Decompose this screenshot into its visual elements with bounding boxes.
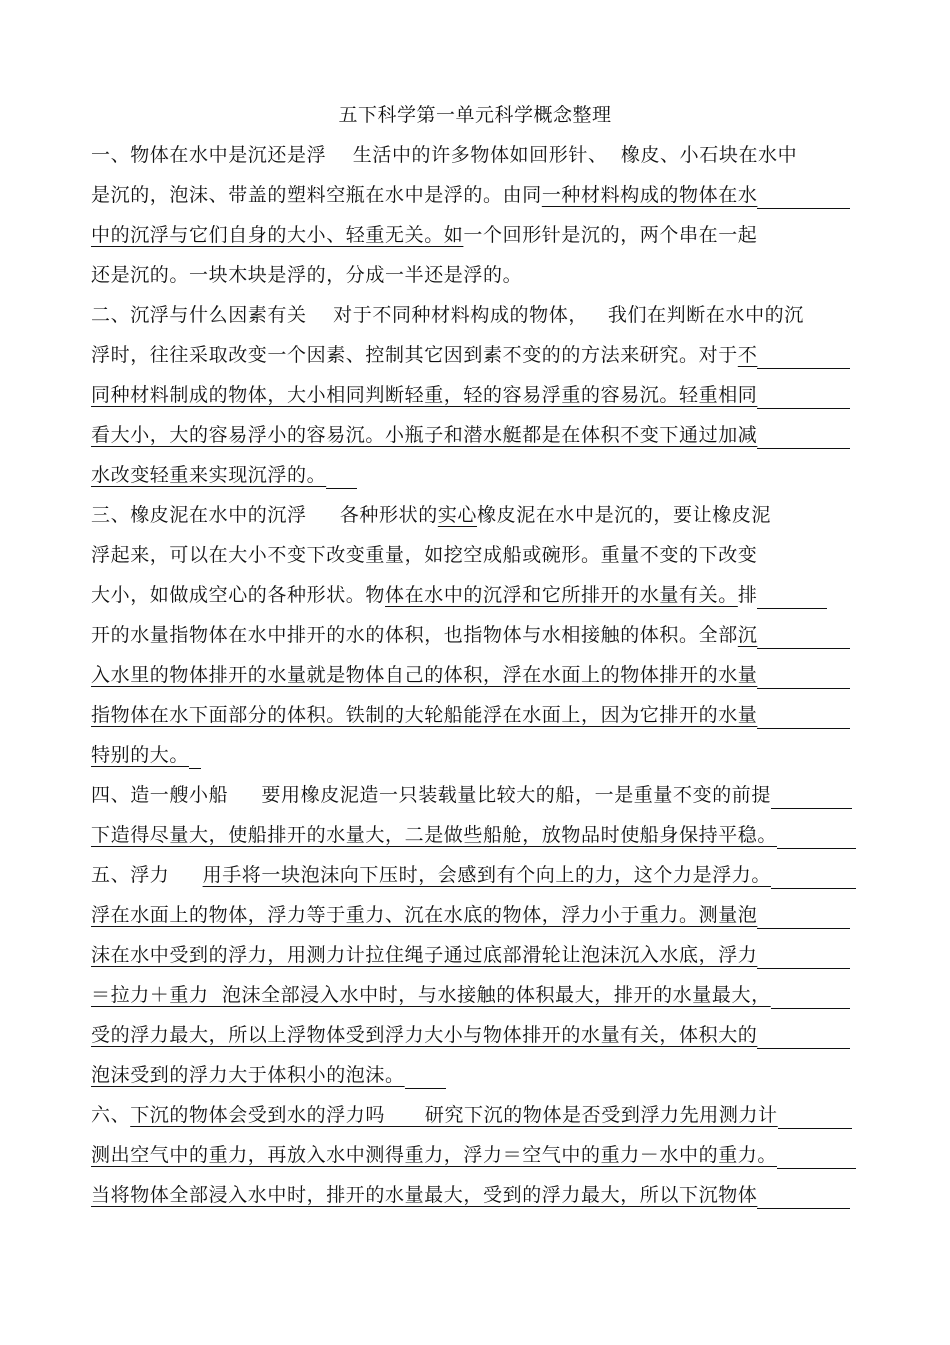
underlined-text: 浮在水面上的物体，浮力等于重力、沉在水底的物体，浮力小于重力。测量泡: [91, 904, 758, 926]
text-line: [91, 1060, 405, 1090]
text-line: [91, 1140, 777, 1170]
text-segment: 浮起来，可以在大小不变下改变重量，如挖空成船或碗形。重量不变的下改变: [91, 544, 758, 566]
underline-tail: [757, 368, 850, 369]
underlined-text: 指物体在水下面部分的体积。铁制的大轮船能浮在水面上，因为它排开的水量: [91, 704, 758, 726]
text-line: [91, 460, 326, 490]
text-line: [91, 700, 757, 730]
underline-tail: [777, 848, 856, 849]
text-line: [91, 900, 757, 930]
underlined-text: 实心: [437, 504, 478, 526]
page-title: 五下科学第一单元科学概念整理: [338, 104, 612, 126]
text-segment: 三、橡皮泥在水中的沉浮 各种形状的: [91, 504, 438, 526]
text-segment: 橡皮泥在水中是沉的，要让橡皮泥: [477, 504, 772, 526]
underline-tail: [771, 1008, 850, 1009]
underline-tail: [757, 408, 850, 409]
text-segment: 是沉的，泡沫、带盖的塑料空瓶在水中是浮的。由同: [91, 184, 542, 206]
text-segment: 六、: [91, 1104, 131, 1126]
underlined-text: 下沉的物体会受到水的浮力吗 研究下沉的物体是否受到浮力先用测力计: [130, 1104, 778, 1126]
text-line: [91, 260, 522, 290]
underlined-text: 沉: [737, 624, 758, 646]
underlined-text: 中的沉浮与它们自身的大小、轻重无关。如: [91, 224, 464, 246]
text-line: [91, 300, 804, 330]
text-line: [91, 820, 777, 850]
underlined-text: 同种材料制成的物体，大小相同判断轻重，轻的容易浮重的容易沉。轻重相同: [91, 384, 758, 406]
underlined-text: 不: [737, 344, 758, 366]
text-line: [91, 580, 757, 610]
underlined-text: 测出空气中的重力，再放入水中测得重力，浮力＝空气中的重力－水中的重力。: [91, 1144, 778, 1166]
underlined-text: 受的浮力最大，所以上浮物体受到浮力大小与物体排开的水量有关，体积大的: [91, 1024, 758, 1046]
underlined-text: 特别的大。: [91, 744, 190, 766]
text-line: [91, 740, 189, 770]
text-segment: 排: [737, 584, 758, 606]
underline-tail: [757, 648, 850, 649]
text-line: [91, 780, 771, 810]
underlined-text: ＝拉力＋重力 泡沫全部浸入水中时，与水接触的体积最大，排开的水量最大，: [91, 984, 771, 1006]
underline-tail: [757, 728, 850, 729]
text-segment: 一个回形针是沉的，两个串在一起: [463, 224, 758, 246]
underlined-text: 泡沫受到的浮力大于体积小的泡沫。: [91, 1064, 405, 1086]
text-line: [91, 860, 771, 890]
text-line: [91, 340, 757, 370]
text-line: [91, 180, 757, 210]
underlined-text: 水改变轻重来实现沉浮的。: [91, 464, 327, 486]
text-segment: 还是沉的。一块木块是浮的，分成一半还是浮的。: [91, 264, 523, 286]
underlined-text: 沫在水中受到的浮力，用测力计拉住绳子通过底部滑轮让泡沫沉入水底，浮力: [91, 944, 758, 966]
text-segment: 开的水量指物体在水中排开的水的体积，也指物体与水相接触的体积。全部: [91, 624, 738, 646]
text-line: [91, 380, 757, 410]
underline-tail: [757, 688, 850, 689]
underline-tail: [757, 608, 827, 609]
underline-tail: [189, 768, 201, 769]
text-line: [91, 1020, 757, 1050]
underlined-text: 下造得尽量大，使船排开的水量大，二是做些船舱，放物品时使船身保持平稳。: [91, 824, 778, 846]
text-segment: 四、造一艘小船 要用橡皮泥造一只装载量比较大的船，一是重量不变的前提: [91, 784, 771, 806]
underline-tail: [326, 488, 357, 489]
underline-tail: [757, 448, 850, 449]
underline-tail: [771, 808, 852, 809]
underlined-text: 入水里的物体排开的水量就是物体自己的体积，浮在水面上的物体排开的水量: [91, 664, 758, 686]
underline-tail: [757, 1208, 850, 1209]
text-line: [91, 220, 757, 250]
text-line: [91, 540, 757, 570]
underlined-text: 看大小，大的容易浮小的容易沉。小瓶子和潜水艇都是在体积不变下通过加减: [91, 424, 758, 446]
underline-tail: [771, 888, 856, 889]
text-segment: 五、浮力: [91, 864, 203, 886]
text-line: [91, 1100, 778, 1130]
underline-tail: [757, 968, 850, 969]
underlined-text: 一种材料构成的物体在水: [541, 184, 758, 206]
text-line: [91, 140, 797, 170]
text-line: [91, 500, 771, 530]
underline-tail: [778, 1128, 852, 1129]
text-line: [91, 420, 757, 450]
text-segment: 浮时，往往采取改变一个因素、控制其它因到素不变的的方法来研究。对于: [91, 344, 738, 366]
underlined-text: 体在水中的沉浮和它所排开的水量有关。: [385, 584, 738, 606]
text-line: [91, 660, 757, 690]
text-line: [91, 620, 757, 650]
text-line: [91, 1180, 757, 1210]
text-segment: 大小，如做成空心的各种形状。物: [91, 584, 386, 606]
text-line: [91, 940, 757, 970]
underline-tail: [757, 1048, 850, 1049]
underline-tail: [405, 1088, 446, 1089]
underline-tail: [757, 208, 850, 209]
text-line: [91, 980, 771, 1010]
underlined-text: 用手将一块泡沫向下压时，会感到有个向上的力，这个力是浮力。: [202, 864, 772, 886]
underline-tail: [757, 928, 850, 929]
text-segment: 一、物体在水中是沉还是浮 生活中的许多物体如回形针、 橡皮、小石块在水中: [91, 144, 798, 166]
underline-tail: [777, 1168, 856, 1169]
underlined-text: 当将物体全部浸入水中时，排开的水量最大，受到的浮力最大，所以下沉物体: [91, 1184, 758, 1206]
text-segment: 二、沉浮与什么因素有关 对于不同种材料构成的物体， 我们在判断在水中的沉: [91, 304, 804, 326]
